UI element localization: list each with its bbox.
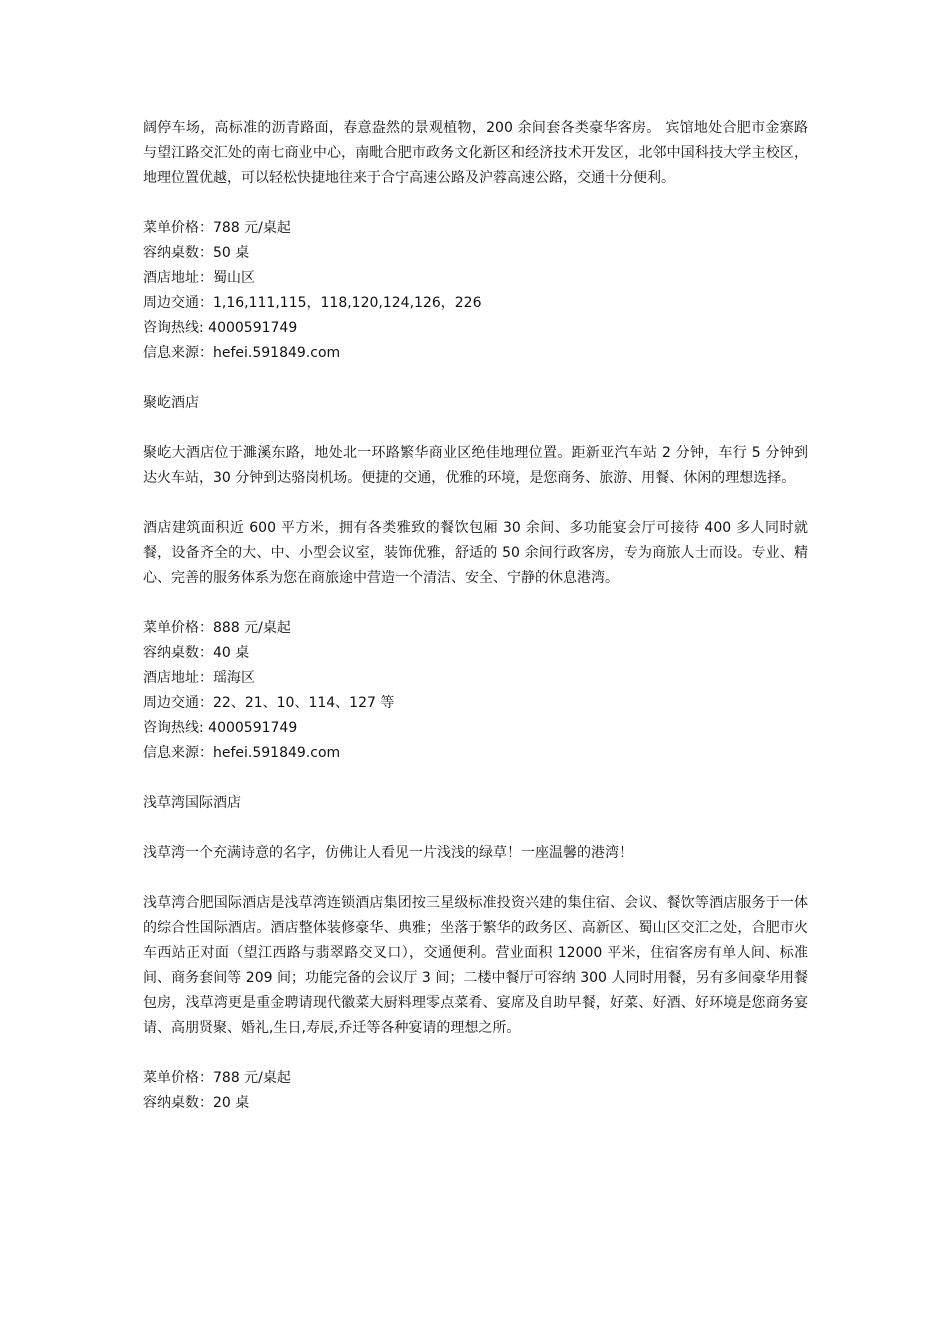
hotel-description: 聚屹大酒店位于濉溪东路，地处北一环路繁华商业区绝佳地理位置。距新亚汽车站 2 分钟，车行 5 分钟到达火车站，30 分钟到达骆岗机场。便捷的交通，优雅的环境，是您商务、旅游、用餐、休闲的理想选择。 xyxy=(143,445,808,486)
spacer xyxy=(143,766,808,791)
table-capacity: 容纳桌数：40 桌 xyxy=(143,645,250,661)
menu-price: 菜单价格：788 元/桌起 xyxy=(143,220,291,236)
spacer xyxy=(143,491,808,516)
hotline: 咨询热线: 4000591749 xyxy=(143,720,298,736)
hotline: 咨询热线: 4000591749 xyxy=(143,320,298,336)
hotel-name-heading: 聚屹酒店 xyxy=(143,395,199,411)
nearby-transit: 周边交通：22、21、10、114、127 等 xyxy=(143,695,395,711)
spacer xyxy=(143,866,808,891)
hotel-description: 酒店建筑面积近 600 平方米，拥有各类雅致的餐饮包厢 30 余间、多功能宴会厅可接待 400 多人同时就餐，设备齐全的大、中、小型会议室，装饰优雅，舒适的 50 余间行政客房，专为商旅人士而设。专业、精心、完善的服务体系为您在商旅途中营造一个清洁、安全、宁静的休息港湾。 xyxy=(143,520,808,586)
hotel-name-heading: 浅草湾国际酒店 xyxy=(143,795,241,811)
info-block-2 xyxy=(143,616,808,766)
info-source: 信息来源：hefei.591849.com xyxy=(143,745,341,761)
spacer xyxy=(143,591,808,616)
spacer xyxy=(143,191,808,216)
menu-price: 菜单价格：888 元/桌起 xyxy=(143,620,291,636)
spacer xyxy=(143,416,808,441)
spacer xyxy=(143,1041,808,1066)
nearby-transit: 周边交通：1,16,111,115，118,120,124,126，226 xyxy=(143,295,482,311)
hotel-description: 浅草湾合肥国际酒店是浅草湾连锁酒店集团按三星级标准投资兴建的集住宿、会议、餐饮等酒店服务于一体的综合性国际酒店。酒店整体装修豪华、典雅；坐落于繁华的政务区、高新区、蜀山区交汇之处，合肥市火车西站正对面（望江西路与翡翠路交叉口），交通便利。营业面积 12000 平米，住宿客房有单人间、标准间、商务套间等 209 间；功能完备的会议厅 3 间；二楼中餐厅可容纳 300 人同时用餐，另有多间豪华用餐包房，浅草湾更是重金聘请现代徽菜大厨料理零点菜肴、宴席及自助早餐，好菜、好酒、好环境是您商务宴请、高朋贤聚、婚礼,生日,寿辰,乔迁等各种宴请的理想之所。 xyxy=(143,895,808,1036)
menu-price: 菜单价格：788 元/桌起 xyxy=(143,1070,291,1086)
spacer xyxy=(143,816,808,841)
info-block-1 xyxy=(143,216,808,366)
info-block-3 xyxy=(143,1066,808,1116)
intro-paragraph: 阔停车场，高标准的沥青路面，春意盎然的景观植物，200 余间套各类豪华客房。 宾馆地处合肥市金寨路与望江路交汇处的南七商业中心，南毗合肥市政务文化新区和经济技术开发区，北邻中国科技大学主校区，地理位置优越，可以轻松快捷地往来于合宁高速公路及沪蓉高速公路，交通十分便利。 xyxy=(143,120,808,186)
hotel-address: 酒店地址：瑶海区 xyxy=(143,670,255,686)
spacer xyxy=(143,366,808,391)
hotel-tagline: 浅草湾一个充满诗意的名字，仿佛让人看见一片浅浅的绿草！一座温馨的港湾！ xyxy=(143,845,633,861)
table-capacity: 容纳桌数：50 桌 xyxy=(143,245,250,261)
document-page xyxy=(143,116,808,1116)
info-source: 信息来源：hefei.591849.com xyxy=(143,345,341,361)
hotel-address: 酒店地址：蜀山区 xyxy=(143,270,255,286)
table-capacity: 容纳桌数：20 桌 xyxy=(143,1095,250,1111)
